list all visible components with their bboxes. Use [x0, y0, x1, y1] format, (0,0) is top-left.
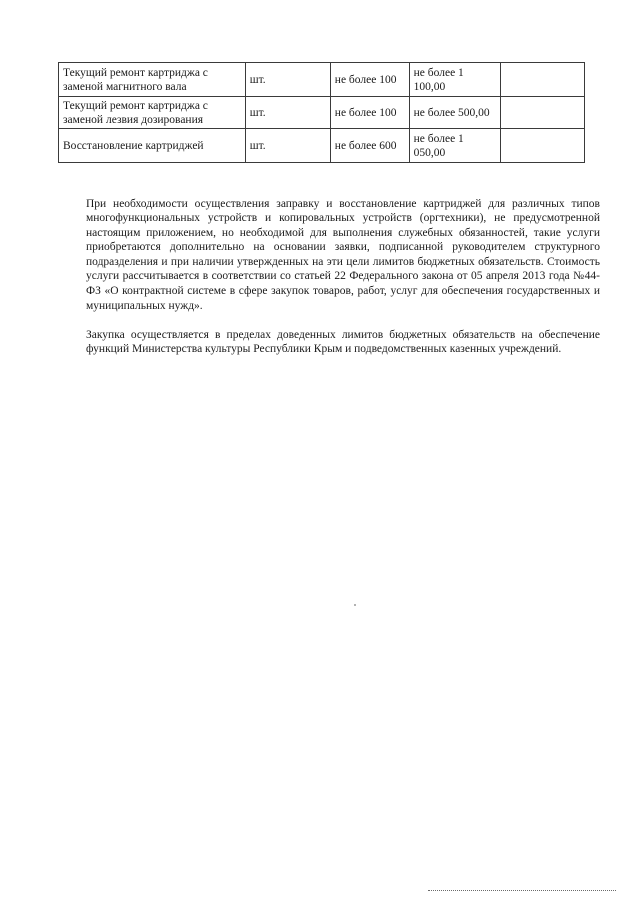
extra-cell	[500, 129, 584, 163]
unit-cell: шт.	[245, 97, 330, 129]
table-row	[59, 97, 585, 129]
scan-dot	[354, 604, 356, 606]
quantity-cell: не более 100	[330, 63, 409, 97]
paragraph-procurement: Закупка осуществляется в пределах доведенных лимитов бюджетных обязательств на обеспечение функций Министерства культуры Республики Крым и подведомственных казенных учреждений.	[86, 328, 600, 356]
service-name-cell: Восстановление картриджей	[59, 129, 246, 163]
unit-cell: шт.	[245, 63, 330, 97]
footer-dotted-rule	[428, 890, 616, 891]
price-cell: не более 1 100,00	[409, 63, 500, 97]
quantity-cell: не более 100	[330, 97, 409, 129]
extra-cell	[500, 97, 584, 129]
table-row	[59, 63, 585, 97]
service-name-cell: Текущий ремонт картриджа с заменой лезвия дозирования	[59, 97, 246, 129]
price-cell: не более 1 050,00	[409, 129, 500, 163]
table-row	[59, 129, 585, 163]
service-name-cell: Текущий ремонт картриджа с заменой магнитного вала	[59, 63, 246, 97]
services-price-table	[58, 62, 585, 163]
price-cell: не более 500,00	[409, 97, 500, 129]
quantity-cell: не более 600	[330, 129, 409, 163]
unit-cell: шт.	[245, 129, 330, 163]
paragraph-additional-services: При необходимости осуществления заправку и восстановление картриджей для различных типов многофункциональных устройств и копировальных устройств (оргтехники), не предусмотренной настоящим приложением, но необходимой для выполнения служебных обязанностей, такие услуги приобретаются дополнительно на основании заявки, подписанной руководителем структурного подразделения и при наличии утвержденных на эти цели лимитов бюджетных обязательств. Стоимость услуги рассчитывается в соответствии со статьей 22 Федерального закона от 05 апреля 2013 года №44-ФЗ «О контрактной системе в сфере закупок товаров, работ, услуг для обеспечения государственных и муниципальных нужд».	[86, 197, 600, 312]
extra-cell	[500, 63, 584, 97]
